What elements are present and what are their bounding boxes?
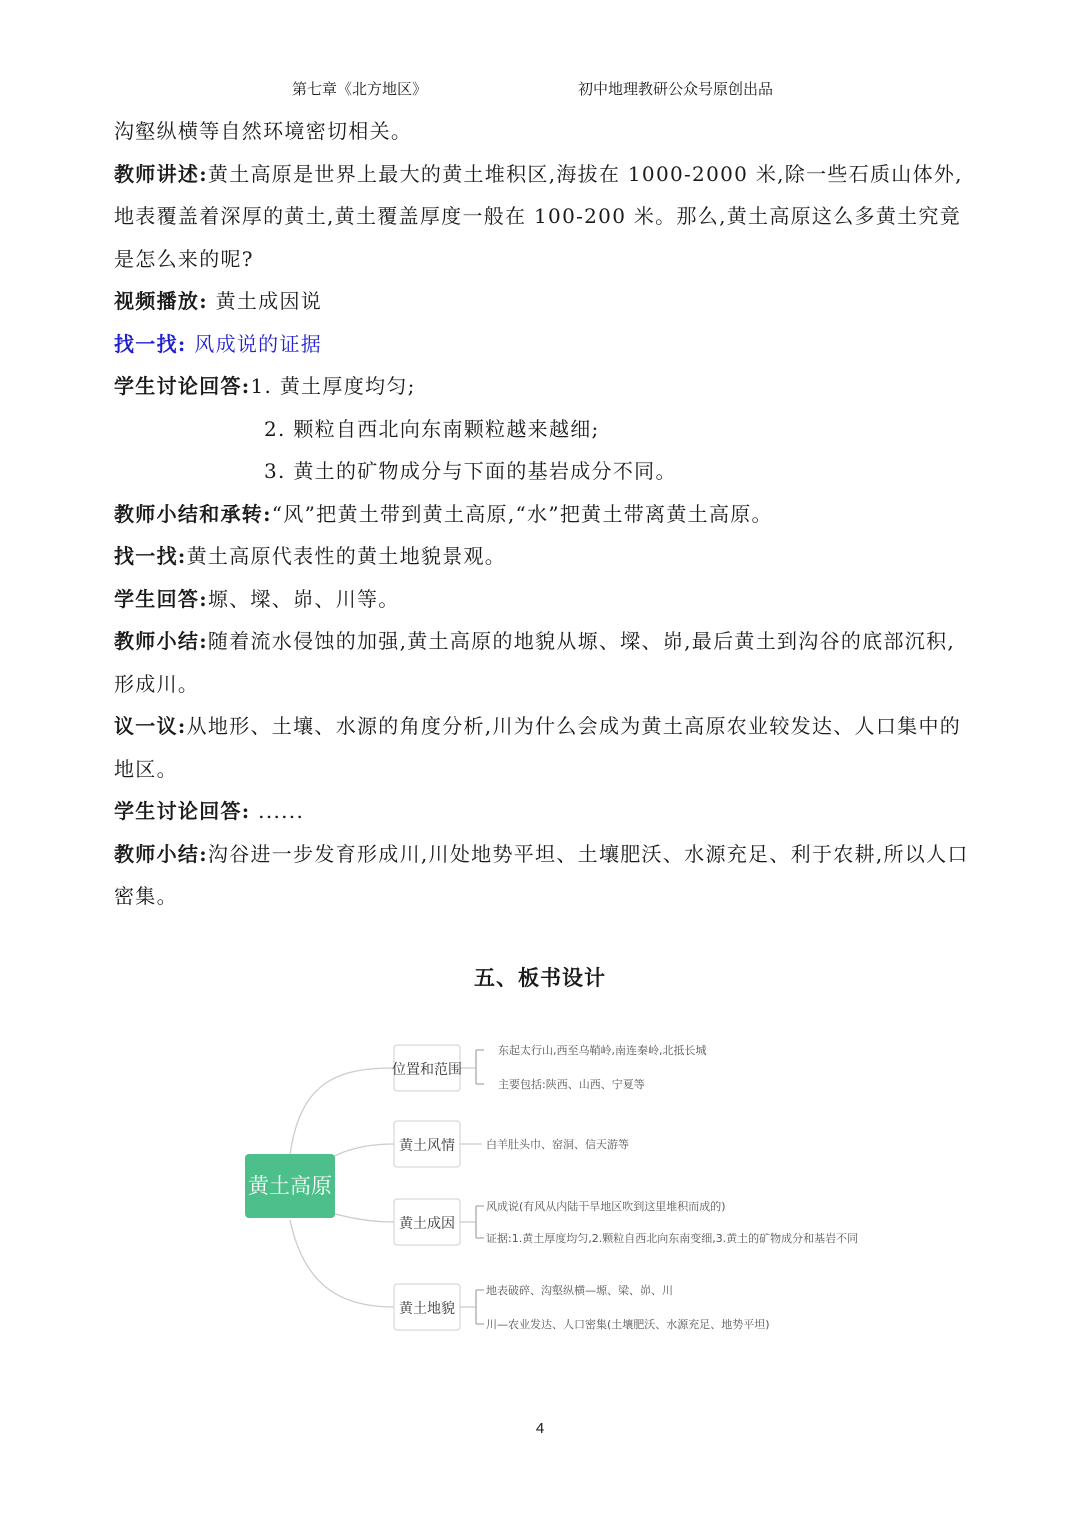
mind-map-root <box>245 1154 335 1218</box>
branch-label: 黄土成因 <box>399 1216 455 1232</box>
paragraph <box>114 705 974 790</box>
paragraph <box>114 493 974 536</box>
paragraph <box>114 280 974 323</box>
paragraph-label: 学生讨论回答: <box>114 799 251 823</box>
paragraph-label: 学生讨论回答: <box>114 374 251 398</box>
mind-map-branches <box>392 1045 462 1330</box>
section-title: 五、板书设计 <box>474 965 606 990</box>
leaf-text: 白羊肚头巾、窑洞、信天游等 <box>486 1138 629 1151</box>
leaf-text: 东起太行山,西至乌鞘岭,南连秦岭,北抵长城 <box>498 1044 707 1057</box>
paragraph-text: 沟壑纵横等自然环境密切相关。 <box>114 119 413 143</box>
paragraph <box>114 110 974 153</box>
paragraph <box>114 833 974 918</box>
paragraph-text: 随着流水侵蚀的加强,黄土高原的地貌从塬、墚、峁,最后黄土到沟谷的底部沉积,形成川。 <box>114 629 956 696</box>
mind-map <box>0 1020 1080 1360</box>
paragraph-text: 风成说的证据 <box>194 331 323 356</box>
paragraph-label: 教师小结和承转: <box>114 501 272 526</box>
branch-label: 位置和范围 <box>392 1062 462 1078</box>
mind-map-leaves <box>486 1043 858 1331</box>
paragraph-text: 黄土高原是世界上最大的黄土堆积区,海拔在 1000-2000 米,除一些石质山体外,地表覆盖着深厚的黄土,黄土覆盖厚度一般在 100-200 米。那么,黄土高原这么多黄土究竟是怎么来的呢? <box>114 161 963 271</box>
paragraph-text: 2. 颗粒自西北向东南颗粒越来越细; <box>264 416 600 441</box>
paragraph-label: 教师小结: <box>114 841 208 866</box>
paragraph <box>114 408 974 451</box>
paragraph-text: “风”把黄土带到黄土高原,“水”把黄土带离黄土高原。 <box>271 501 773 526</box>
header-chapter: 第七章《北方地区》 <box>292 80 428 98</box>
paragraph <box>114 535 974 578</box>
paragraph-text: 塬、墚、峁、川等。 <box>207 586 400 611</box>
paragraph-text: 黄土高原代表性的黄土地貌景观。 <box>186 544 507 568</box>
paragraph <box>114 790 974 833</box>
paragraph-text: 3. 黄土的矿物成分与下面的基岩成分不同。 <box>264 459 677 483</box>
paragraph-label: 教师讲述: <box>114 161 208 186</box>
paragraph <box>114 323 974 366</box>
paragraph <box>114 153 974 281</box>
paragraph-text: ...... <box>258 799 305 823</box>
leaf-text: 地表破碎、沟壑纵横—塬、梁、峁、川 <box>486 1284 673 1297</box>
paragraph-label: 找一找: <box>114 331 187 356</box>
lesson-body <box>114 110 974 918</box>
paragraph-label: 议一议: <box>114 714 187 738</box>
root-node-label: 黄土高原 <box>248 1174 332 1198</box>
paragraph-label: 教师小结: <box>114 629 208 653</box>
page-number: 4 <box>535 1420 545 1437</box>
paragraph-label: 视频播放: <box>114 289 208 313</box>
leaf-text: 证据:1.黄土厚度均匀,2.颗粒自西北向东南变细,3.黄土的矿物成分和基岩不同 <box>486 1232 859 1245</box>
leaf-text: 风成说(有风从内陆干旱地区吹到这里堆积而成的) <box>486 1200 726 1213</box>
paragraph-label: 找一找: <box>114 544 187 568</box>
paragraph <box>114 450 974 493</box>
paragraph <box>114 578 974 621</box>
header-publisher: 初中地理教研公众号原创出品 <box>578 80 774 98</box>
leaf-text: 川—农业发达、人口密集(土壤肥沃、水源充足、地势平坦) <box>486 1318 770 1331</box>
paragraph-text: 1. 黄土厚度均匀; <box>250 374 416 398</box>
branch-label: 黄土风情 <box>399 1138 455 1154</box>
branch-label: 黄土地貌 <box>399 1301 455 1317</box>
leaf-text: 主要包括:陕西、山西、宁夏等 <box>498 1078 645 1091</box>
paragraph <box>114 620 974 705</box>
paragraph-text: 从地形、土壤、水源的角度分析,川为什么会成为黄土高原农业较发达、人口集中的地区。 <box>114 714 962 781</box>
paragraph-text: 沟谷进一步发育形成川,川处地势平坦、土壤肥沃、水源充足、利于农耕,所以人口密集。 <box>114 841 969 908</box>
paragraph-label: 学生回答: <box>114 586 208 611</box>
paragraph-text: 黄土成因说 <box>215 289 323 313</box>
page-header <box>0 78 1080 102</box>
paragraph <box>114 365 974 408</box>
